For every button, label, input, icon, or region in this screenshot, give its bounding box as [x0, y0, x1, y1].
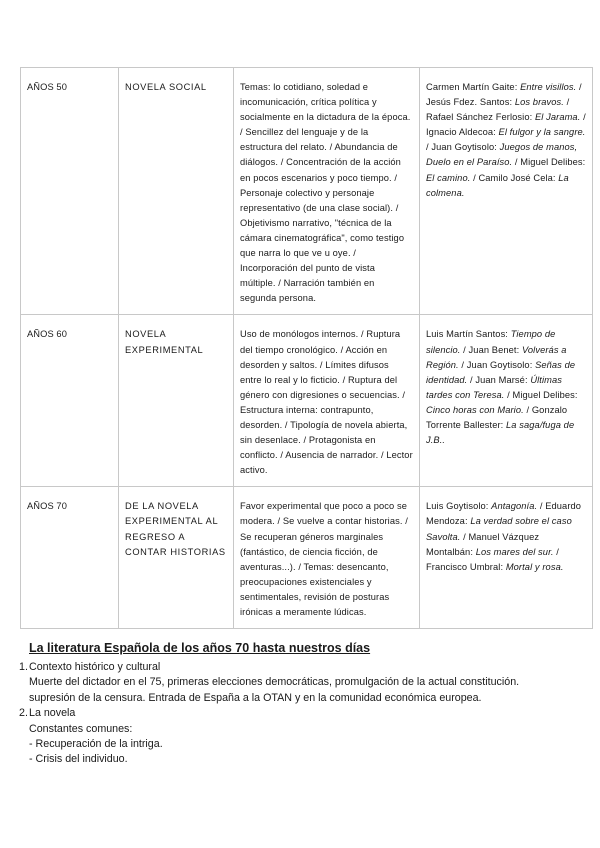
work-title: La saga/fuga de J.B.. — [426, 419, 575, 446]
item-number: 1. — [19, 661, 28, 673]
movement-cell: NOVELA EXPERIMENTAL — [119, 315, 234, 487]
author-name: / Francisco Umbral: — [426, 546, 559, 572]
decade-cell: AÑOS 60 — [21, 315, 119, 487]
authors-cell — [420, 68, 593, 315]
work-title: Últimas tardes con Teresa. — [426, 374, 563, 400]
author-name: Luis Goytisolo: — [426, 501, 492, 512]
subheading: Constantes comunes: — [29, 722, 133, 735]
author-name: / Camilo José Cela: — [470, 172, 559, 183]
author-name: / Manuel Vázquez Montalbán: — [426, 531, 540, 557]
outline-item-novel — [19, 706, 579, 721]
author-name: Luis Martín Santos: — [426, 329, 511, 340]
features-cell: Temas: lo cotidiano, soledad e incomunicación, crítica política y socialmente en la dictadura de la época. / Sencillez del lenguaje y de la estructura del relato. / Abundancia de diálogos. / Concentración de la acción en pocos escenarios y poco tiempo. / Personaje colectivo y personaje representativo (de una clase social). / Objetivismo narrativo, "técnica de la cámara cinematográfica", como testigo que narra lo que ve u oye. / Incorporación del punto de vista múltiple. / Narración también en segunda persona. — [234, 68, 420, 315]
author-name: / Jesús Fdez. Santos: — [426, 82, 582, 108]
context-line: Muerte del dictador en el 75, primeras elecciones democráticas, promulgación de la actual constitución. — [29, 676, 520, 689]
author-name: / Juan Goytisolo: — [426, 142, 500, 153]
work-title: La colmena. — [426, 172, 569, 198]
movement-cell: NOVELA SOCIAL — [119, 68, 234, 315]
features-cell: Favor experimental que poco a poco se modera. / Se vuelve a contar historias. / Se recuperan géneros marginales (fantástico, de ciencia ficción, de aventuras...). / Temas: desencanto, preocupaciones existenciales y sentimentales, revisión de posturas irónicas a meramente lúdicas. — [234, 487, 420, 629]
work-title: Mortal y rosa. — [505, 561, 564, 572]
movement-cell: DE LA NOVELA EXPERIMENTAL AL REGRESO A CONTAR HISTORIAS — [119, 487, 234, 629]
work-title: Los mares del sur. — [475, 546, 554, 557]
section-title: La literatura Española de los años 70 hasta nuestros días — [29, 641, 371, 655]
work-title: El fulgor y la sangre. — [498, 127, 586, 138]
authors-cell — [420, 315, 593, 487]
table-row — [21, 68, 593, 315]
author-name: / Juan Marsé: — [467, 374, 531, 385]
author-name: / Eduardo Mendoza: — [426, 501, 582, 527]
decade-cell: AÑOS 50 — [21, 68, 119, 315]
author-name: / Gonzalo Torrente Ballester: — [426, 404, 568, 430]
work-title: Juegos de manos, Duelo en el Paraíso. — [426, 142, 578, 168]
item-heading: Contexto histórico y cultural — [29, 661, 161, 673]
author-name: / Juan Goytisolo: — [458, 359, 536, 370]
section-outline — [19, 660, 579, 768]
table-row — [21, 487, 593, 629]
literature-table — [20, 67, 593, 629]
work-title: Cinco horas con Mario. — [426, 404, 524, 415]
work-title: Antagonía. — [491, 501, 538, 512]
author-name: Carmen Martín Gaite: — [426, 82, 521, 92]
work-title: El Jarama. — [534, 112, 581, 123]
author-name: / Rafael Sánchez Ferlosio: — [426, 97, 570, 123]
table-row — [21, 315, 593, 487]
work-title: Entre visillos. — [520, 82, 577, 92]
work-title: Señas de identidad. — [426, 359, 576, 385]
bullet-item: - Recuperación de la intriga. — [29, 738, 163, 751]
author-name: / Miguel Delibes: — [504, 389, 578, 400]
features-cell: Uso de monólogos internos. / Ruptura del tiempo cronológico. / Acción en desorden y saltos. / Límites difusos entre lo real y lo ficticio. / Ruptura del género con digresiones o secuencias. / Estructura interna: contrapunto, desorden. / Tipología de novela abierta, sin desenlace. / Protagonista en conflicto. / Ausencia de narrador. / Lector activo. — [234, 315, 420, 487]
bullet-item: - Crisis del individuo. — [29, 753, 128, 766]
work-title: Tiempo de silencio. — [426, 329, 556, 355]
author-name: / Juan Benet: — [460, 344, 522, 355]
outline-item-context — [19, 660, 579, 675]
work-title: Los bravos. — [514, 97, 564, 108]
author-name: / Ignacio Aldecoa: — [426, 112, 586, 138]
decade-cell: AÑOS 70 — [21, 487, 119, 629]
context-line: supresión de la censura. Entrada de España a la OTAN y en la comunidad económica europea. — [29, 691, 482, 704]
work-title: Volverás a Región. — [426, 344, 567, 370]
author-name: / Miguel Delibes: — [512, 157, 586, 168]
item-heading: La novela — [29, 707, 76, 720]
item-number: 2. — [19, 707, 28, 720]
authors-cell — [420, 487, 593, 629]
work-title: La verdad sobre el caso Savolta. — [426, 516, 572, 542]
work-title: El camino. — [426, 172, 471, 183]
